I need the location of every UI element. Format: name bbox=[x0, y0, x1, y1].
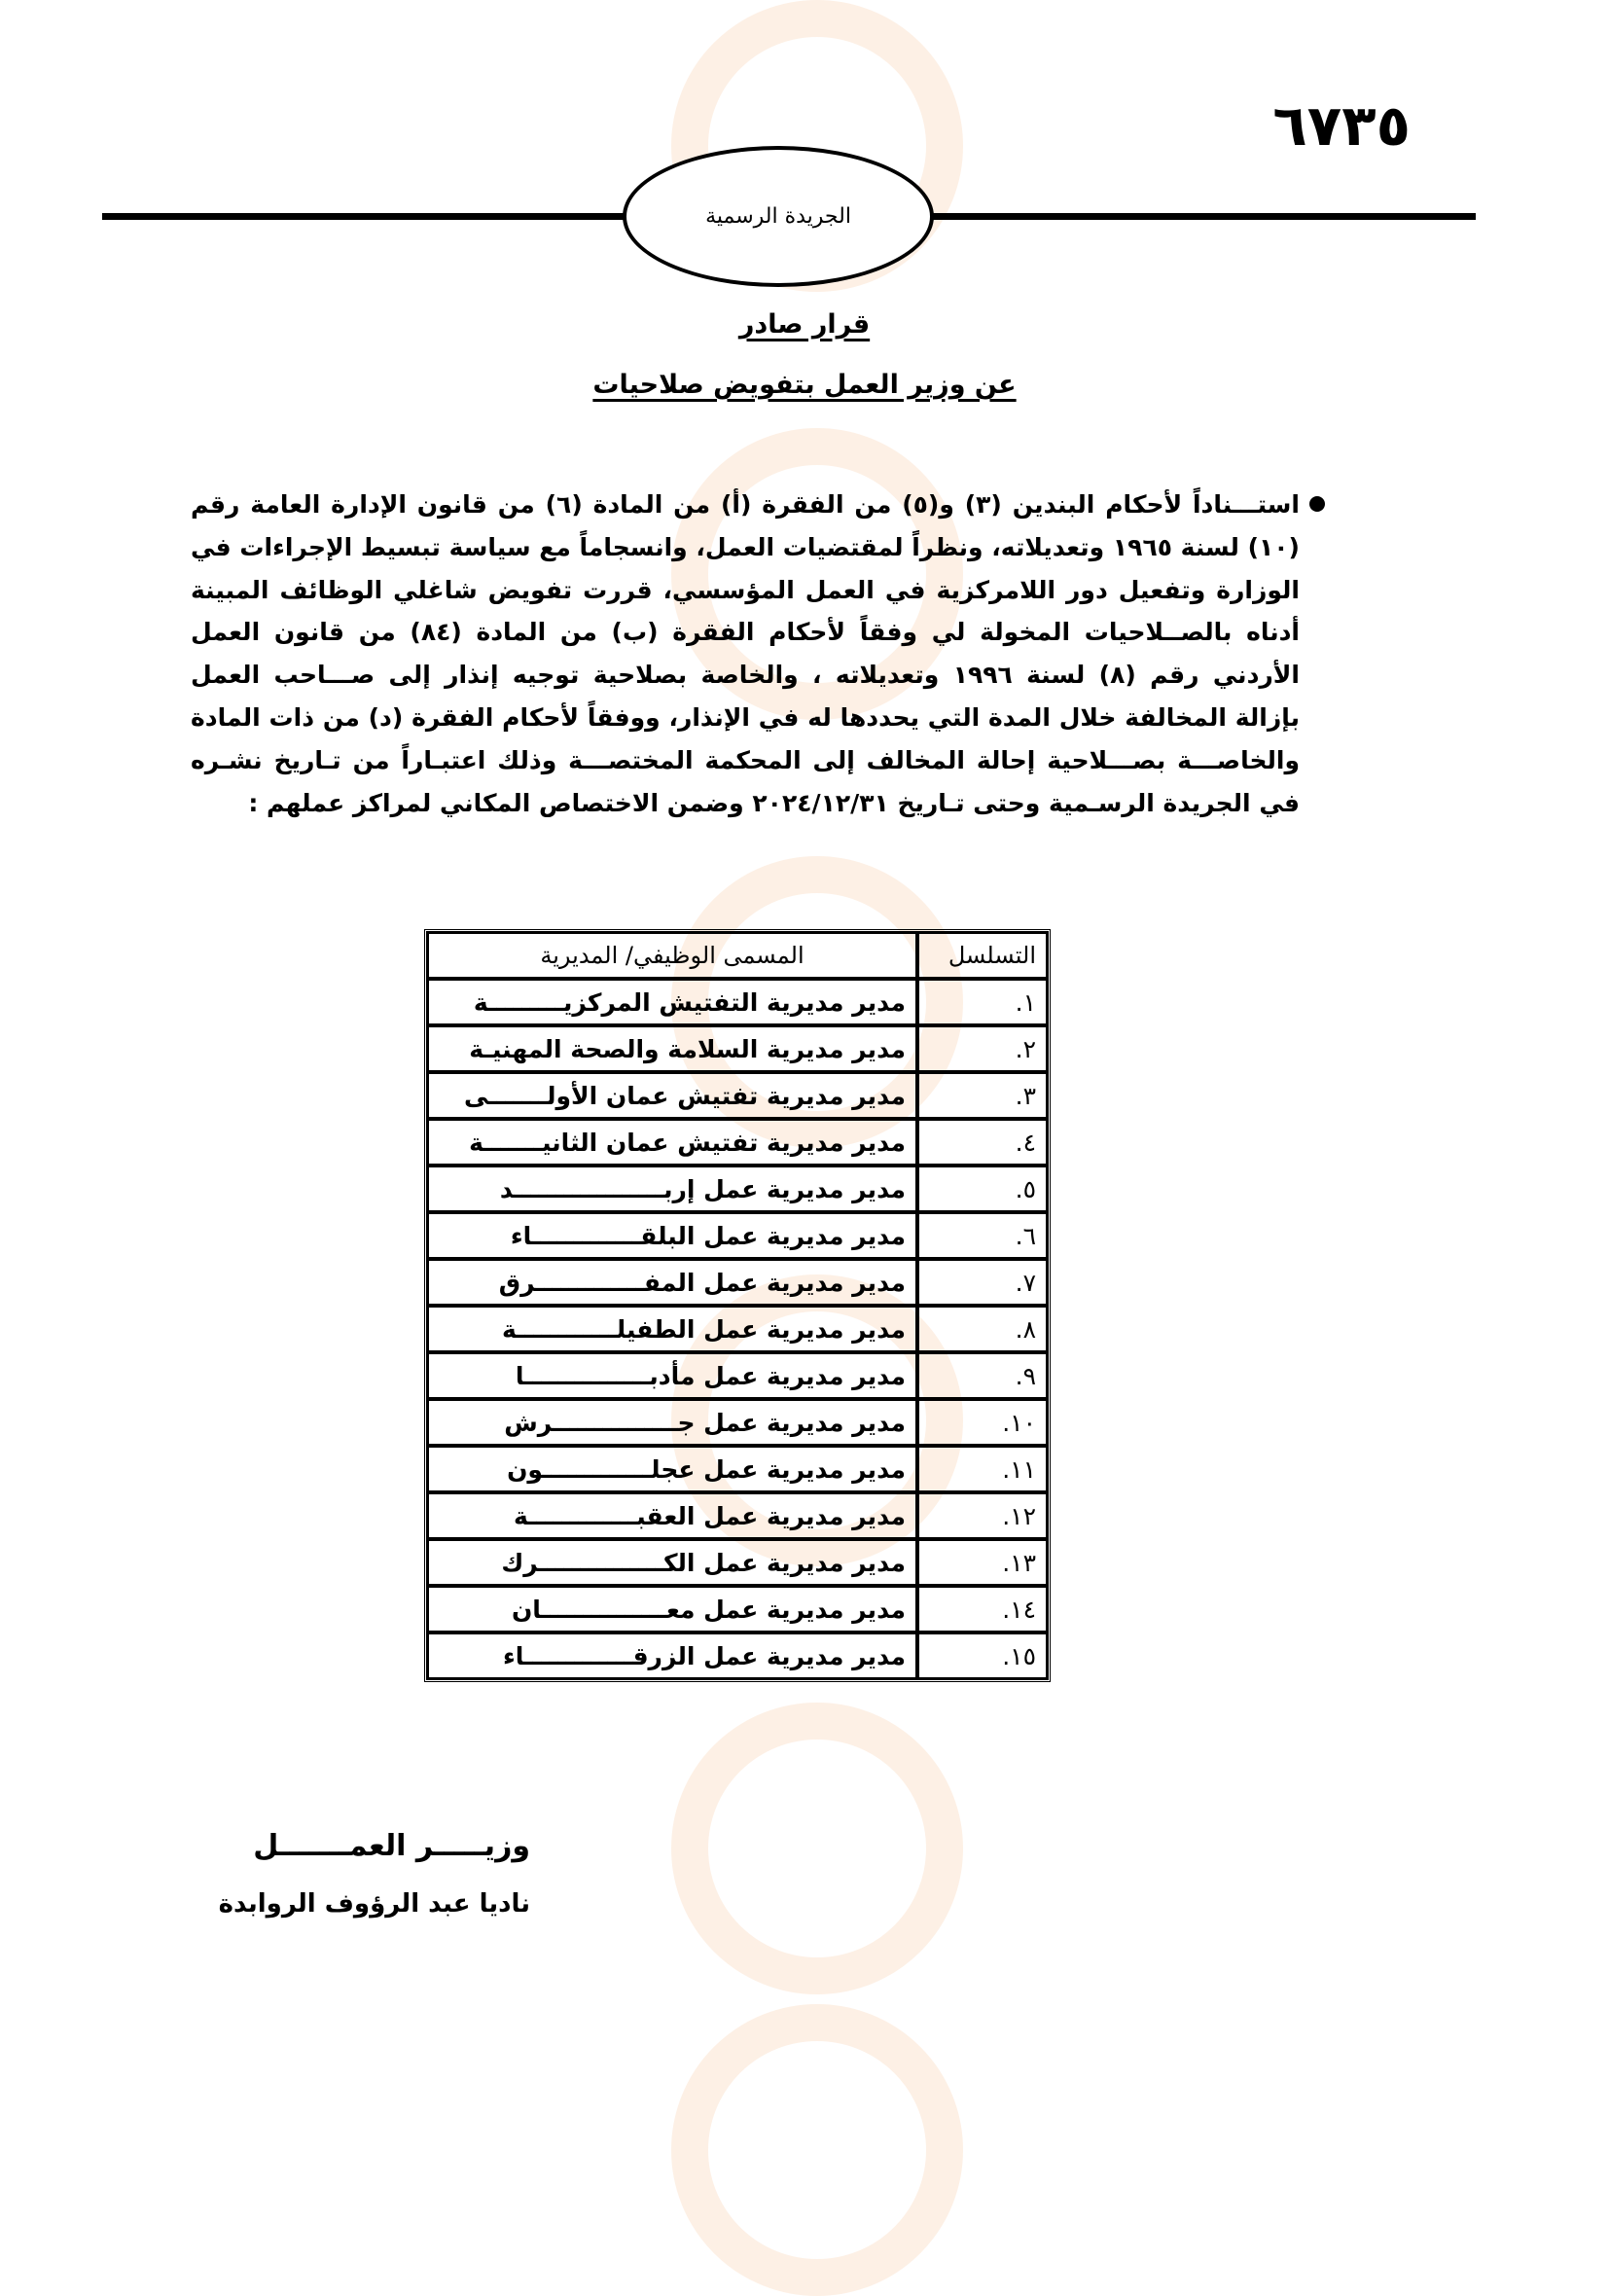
delegation-table bbox=[424, 929, 1051, 1682]
row-title: مدير مديرية عمل العقبـــــــــــــة bbox=[427, 1492, 917, 1539]
row-seq: ١٤. bbox=[917, 1586, 1048, 1632]
table-row bbox=[427, 1492, 1048, 1539]
table-row bbox=[427, 1025, 1048, 1072]
row-title: مدير مديرية عمل عجلـــــــــــــون bbox=[427, 1446, 917, 1492]
row-title: مدير مديرية عمل معـــــــــــــــان bbox=[427, 1586, 917, 1632]
header-seq: التسلسل bbox=[917, 932, 1048, 979]
table-row bbox=[427, 1539, 1048, 1586]
table-row bbox=[427, 1399, 1048, 1446]
row-seq: ١. bbox=[917, 979, 1048, 1025]
watermark-clock-icon bbox=[671, 1703, 963, 1994]
row-title: مدير مديرية عمل البلقـــــــــــــاء bbox=[427, 1212, 917, 1259]
table-row bbox=[427, 1212, 1048, 1259]
row-seq: ٤. bbox=[917, 1119, 1048, 1166]
row-seq: ١٠. bbox=[917, 1399, 1048, 1446]
row-title: مدير مديرية عمل الزرقـــــــــــــاء bbox=[427, 1632, 917, 1679]
row-title: مدير مديرية عمل مأدبـــــــــــــــا bbox=[427, 1352, 917, 1399]
row-title: مدير مديرية عمل المفـــــــــــــرق bbox=[427, 1259, 917, 1306]
table-row bbox=[427, 1632, 1048, 1679]
row-title: مدير مديرية السلامة والصحة المهنيـة bbox=[427, 1025, 917, 1072]
signature-name: ناديا عبد الرؤوف الروابدة bbox=[218, 1889, 530, 1919]
row-title: مدير مديرية تفتيش عمان الأولـــــــى bbox=[427, 1072, 917, 1119]
signature-position: وزيـــــر العمـــــــل bbox=[253, 1829, 530, 1863]
decision-title-line2: عن وزير العمل بتفويض صلاحيات bbox=[592, 370, 1017, 400]
row-seq: ٥. bbox=[917, 1166, 1048, 1212]
row-seq: ٩. bbox=[917, 1352, 1048, 1399]
decision-subtitle bbox=[0, 370, 1609, 400]
decision-body: استـــناداً لأحكام البندين (٣) و(٥) من الفقرة (أ) من المادة (٦) من قانون الإدارة العامة رقم (١٠) لسنة ١٩٦٥ وتعديلاته، ونظراً لمقتضيات العمل، وانسجاماً مع سياسة تبسيط الإجراءات في الوزارة وتفعيل دور اللامركزية في العمل المؤسسي، قررت تفويض شاغلي الوظائف المبينة أدناه بالصــلاحيات المخولة لي وفقاً لأحكام الفقرة (ب) من المادة (٨٤) من قانون العمل الأردني رقم (٨) لسنة ١٩٩٦ وتعديلاته ، والخاصة بصلاحية توجيه إنذار إلى صـــاحب العمل بإزالة المخالفة خلال المدة التي يحددها له في الإنذار، ووفقاً لأحكام الفقرة (د) من ذات المادة والخاصـــة بصـــلاحية إحالة المخالف إلى المحكمة المختصـــة وذلك اعتبـاراً من تـاريخ نشـره في الجريدة الرسـمية وحتى تـاريخ ٢٠٢٤/١٢/٣١ وضمن الاختصاص المكاني لمراكز عملهم : bbox=[191, 490, 1301, 817]
row-title: مدير مديرية تفتيش عمان الثانيـــــــة bbox=[427, 1119, 917, 1166]
table-row bbox=[427, 1166, 1048, 1212]
row-title: مدير مديرية عمل إربــــــــــــــــــد bbox=[427, 1166, 917, 1212]
row-seq: ١٥. bbox=[917, 1632, 1048, 1679]
watermark-clock-icon bbox=[671, 2004, 963, 2296]
row-title: مدير مديرية عمل الكـــــــــــــــرك bbox=[427, 1539, 917, 1586]
table-row bbox=[427, 1306, 1048, 1352]
gazette-name: الجريدة الرسمية bbox=[705, 204, 851, 229]
gazette-header-oval bbox=[623, 146, 934, 287]
row-seq: ٦. bbox=[917, 1212, 1048, 1259]
table-header-row bbox=[427, 932, 1048, 979]
row-seq: ٢. bbox=[917, 1025, 1048, 1072]
table-row bbox=[427, 1259, 1048, 1306]
row-seq: ١٢. bbox=[917, 1492, 1048, 1539]
bullet-icon bbox=[1309, 496, 1325, 512]
row-title: مدير مديرية التفتيش المركزيـــــــــة bbox=[427, 979, 917, 1025]
row-seq: ٧. bbox=[917, 1259, 1048, 1306]
row-title: مدير مديرية عمل الطفيلــــــــــــة bbox=[427, 1306, 917, 1352]
row-seq: ١٣. bbox=[917, 1539, 1048, 1586]
decision-title bbox=[0, 309, 1609, 340]
table-row bbox=[427, 1586, 1048, 1632]
decision-title-line1: قرار صادر bbox=[738, 309, 871, 340]
table-row bbox=[427, 1446, 1048, 1492]
table-row bbox=[427, 1119, 1048, 1166]
row-title: مدير مديرية عمل جـــــــــــــــرش bbox=[427, 1399, 917, 1446]
row-seq: ١١. bbox=[917, 1446, 1048, 1492]
row-seq: ٨. bbox=[917, 1306, 1048, 1352]
table-row bbox=[427, 979, 1048, 1025]
page-number: ٦٧٣٥ bbox=[1272, 92, 1411, 159]
table-row bbox=[427, 1072, 1048, 1119]
row-seq: ٣. bbox=[917, 1072, 1048, 1119]
header-title: المسمى الوظيفي/ المديرية bbox=[427, 932, 917, 979]
table-row bbox=[427, 1352, 1048, 1399]
